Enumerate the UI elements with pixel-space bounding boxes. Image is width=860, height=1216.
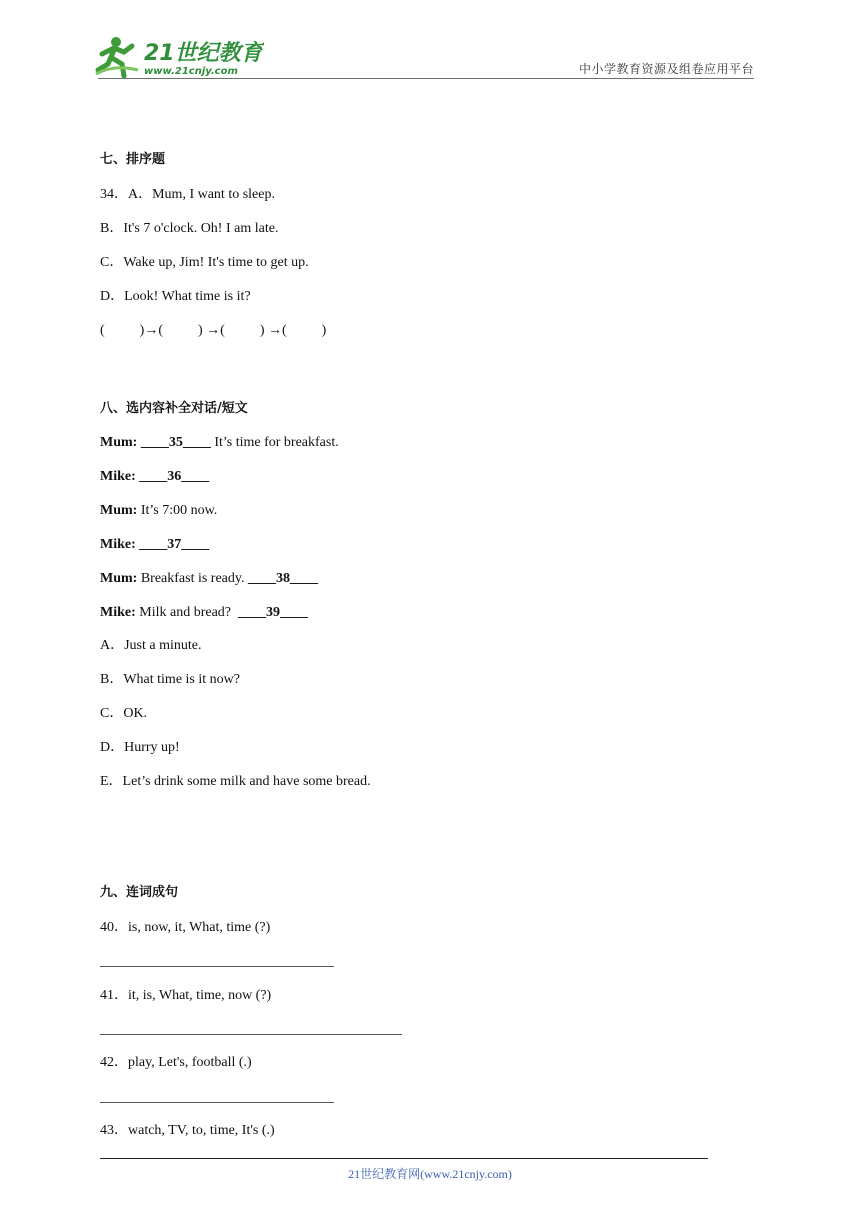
dialog-line: Mike: ____36____ bbox=[100, 469, 210, 484]
answer-blank-35[interactable]: ____35____ bbox=[140, 435, 211, 450]
dialog-line: Mike: ____37____ bbox=[100, 537, 210, 552]
q34-order-blanks[interactable] bbox=[100, 322, 326, 340]
answer-blank-39[interactable]: ____39____ bbox=[238, 605, 309, 620]
order-blank-1[interactable]: ( )→( bbox=[100, 323, 163, 338]
section-7-title: 七、排序题 bbox=[100, 152, 166, 167]
footer-divider bbox=[100, 1158, 708, 1159]
order-blank-4[interactable]: ) bbox=[286, 323, 327, 338]
dialog-line: Mum: It’s 7:00 now. bbox=[100, 503, 218, 518]
answer-blank-37[interactable]: ____37____ bbox=[139, 537, 210, 552]
option-d: D．Hurry up! bbox=[100, 740, 180, 755]
option-a: A．Just a minute. bbox=[100, 638, 202, 653]
q42-words: 42．play, Let's, football (.) bbox=[100, 1055, 252, 1070]
section-8-title: 八、选内容补全对话/短文 bbox=[100, 401, 248, 416]
header-platform-text: 中小学教育资源及组卷应用平台 bbox=[578, 62, 754, 76]
site-logo bbox=[94, 34, 264, 82]
svg-text:www.21cnjy.com: www.21cnjy.com bbox=[144, 66, 238, 77]
dialog-line: Mum: ____35____ It’s time for breakfast. bbox=[100, 435, 339, 450]
q40-answer-line[interactable] bbox=[100, 966, 334, 967]
svg-text:21世纪教育: 21世纪教育 bbox=[144, 41, 263, 66]
q43-words: 43．watch, TV, to, time, It's (.) bbox=[100, 1123, 275, 1138]
option-b: B．What time is it now? bbox=[100, 672, 240, 687]
option-c: C．OK. bbox=[100, 706, 148, 721]
dialog-line: Mum: Breakfast is ready. ____38____ bbox=[100, 571, 318, 586]
q34-option-c: C．Wake up, Jim! It's time to get up. bbox=[100, 255, 309, 270]
q40-words: 40．is, now, it, What, time (?) bbox=[100, 920, 271, 935]
order-blank-3[interactable]: ) →( bbox=[224, 323, 287, 338]
q41-words: 41．it, is, What, time, now (?) bbox=[100, 988, 272, 1003]
q41-answer-line[interactable] bbox=[100, 1034, 402, 1035]
dialog-line: Mike: Milk and bread? ____39____ bbox=[100, 605, 309, 620]
order-blank-2[interactable]: ) →( bbox=[163, 323, 225, 338]
q34-option-b: B．It's 7 o'clock. Oh! I am late. bbox=[100, 221, 279, 236]
section-9-title: 九、连词成句 bbox=[100, 885, 179, 900]
header-divider bbox=[98, 78, 754, 79]
runner-icon bbox=[96, 37, 138, 76]
q34-option-d: D．Look! What time is it? bbox=[100, 289, 251, 304]
q42-answer-line[interactable] bbox=[100, 1102, 334, 1103]
option-e: E．Let’s drink some milk and have some bread. bbox=[100, 774, 371, 789]
answer-blank-38[interactable]: ____38____ bbox=[248, 571, 318, 586]
q34-option-a: 34．A．Mum, I want to sleep. bbox=[100, 187, 275, 202]
answer-blank-36[interactable]: ____36____ bbox=[139, 469, 210, 484]
footer-link[interactable]: 21世纪教育网(www.21cnjy.com) bbox=[348, 1167, 512, 1181]
